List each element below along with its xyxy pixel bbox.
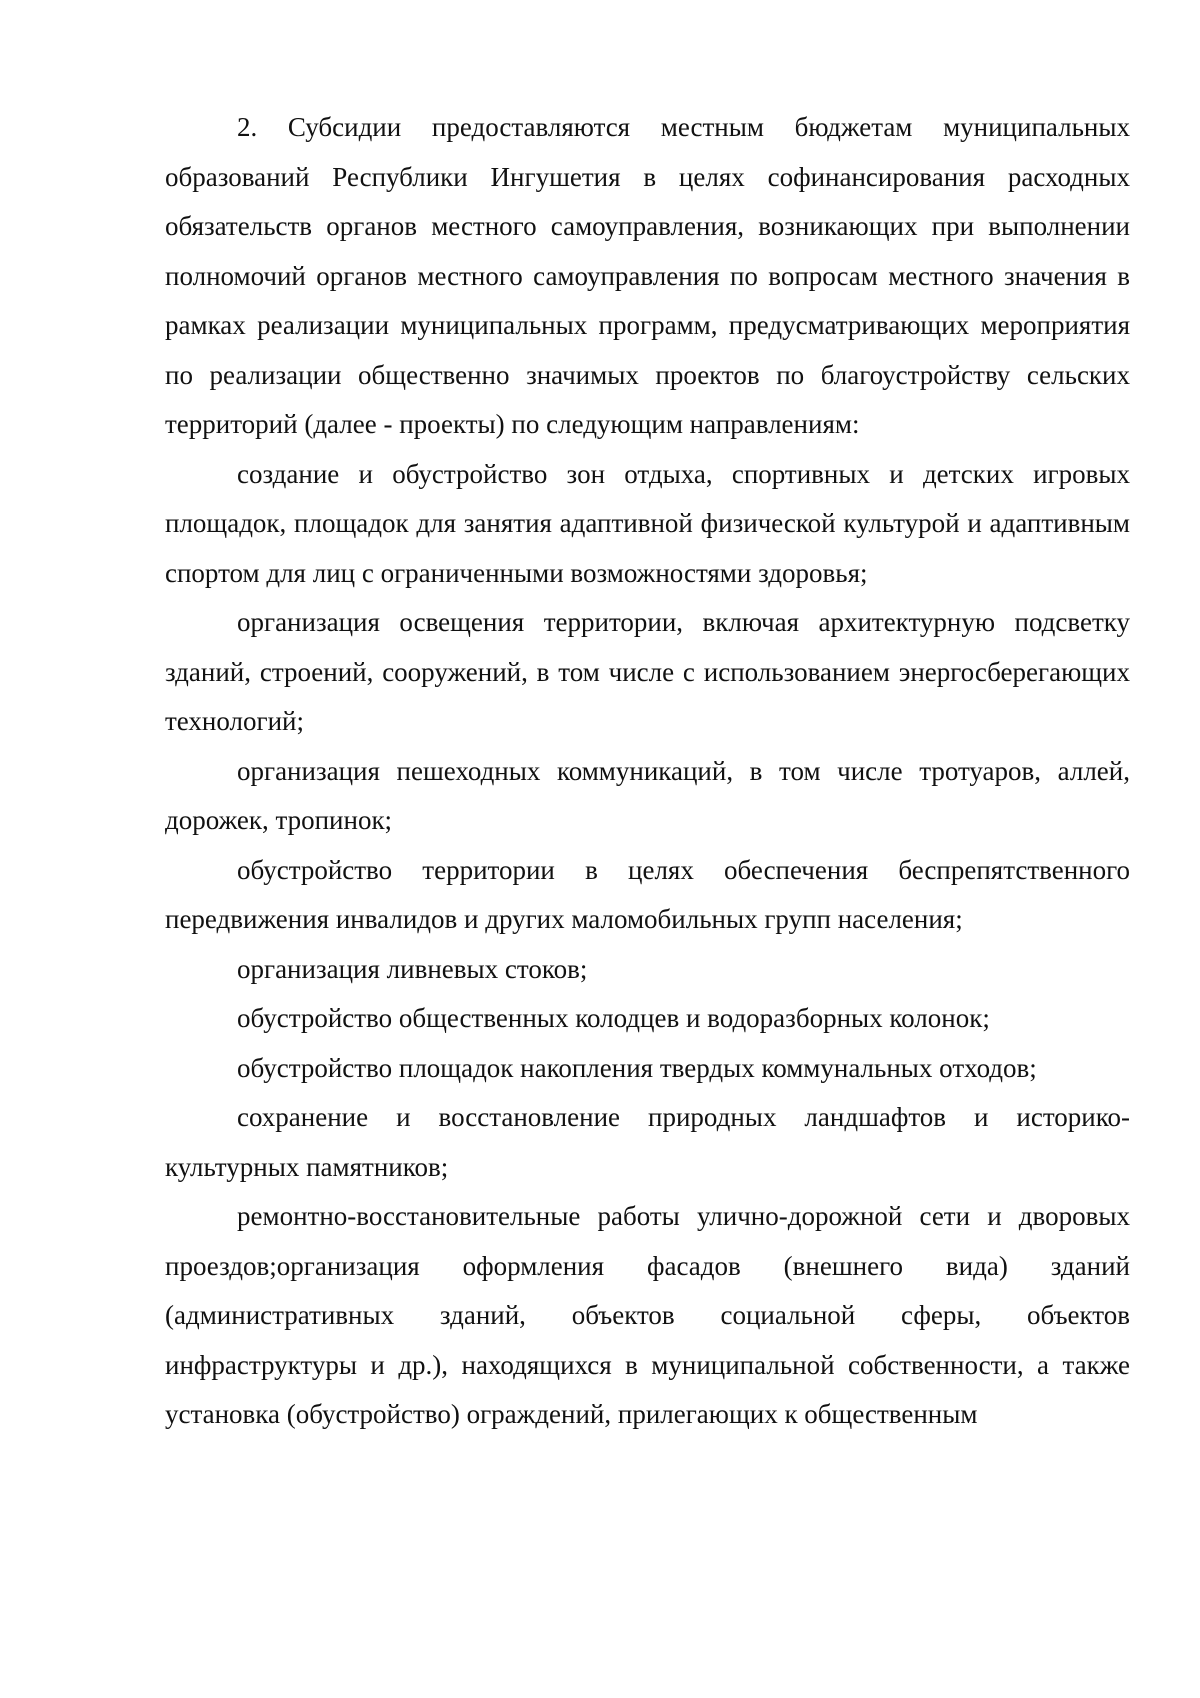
paragraph-waste-sites: обустройство площадок накопления твердых коммунальных отходов; [237, 1052, 1037, 1083]
paragraph-recreation-zones: создание и обустройство зон отдыха, спортивных и детских игровых площадок, площадок для занятия адаптивной физической культурой и адаптивным спортом для лиц с ограниченными возможностями здоровья; [165, 458, 1130, 588]
document-body [165, 103, 1130, 1440]
paragraph-pedestrian: организация пешеходных коммуникаций, в том числе тротуаров, аллей, дорожек, тропинок; [165, 755, 1130, 835]
paragraph-lighting: организация освещения территории, включая архитектурную подсветку зданий, строений, сооружений, в том числе с использованием энергосберегающих технологий; [165, 607, 1130, 736]
paragraph-road-repair: ремонтно-восстановительные работы улично-дорожной сети и дворовых проездов;организация оформления фасадов (внешнего вида) зданий (административных зданий, объектов социальной сферы, объектов инфраструктуры и др.), находящихся в муниципальной собственности, а также установка (обустройство) ограждений, прилегающих к общественным [165, 1201, 1130, 1429]
paragraph-wells: обустройство общественных колодцев и водоразборных колонок; [237, 1003, 990, 1033]
paragraph-accessibility: обустройство территории в целях обеспечения беспрепятственного передвижения инвалидов и других маломобильных групп населения; [165, 854, 1130, 934]
paragraph-landscapes: сохранение и восстановление природных ландшафтов и историко-культурных памятников; [165, 1102, 1130, 1182]
paragraph-subsidies-intro: 2. Субсидии предоставляются местным бюджетам муниципальных образований Республики Ингушетия в целях софинансирования расходных обязательств органов местного самоуправления, возникающих при выполнении полномочий органов местного самоуправления по вопросам местного значения в рамках реализации муниципальных программ, предусматривающих мероприятия по реализации общественно значимых проектов по благоустройству сельских территорий (далее - проекты) по следующим направлениям: [165, 112, 1130, 439]
paragraph-storm-drains: организация ливневых стоков; [237, 953, 588, 984]
